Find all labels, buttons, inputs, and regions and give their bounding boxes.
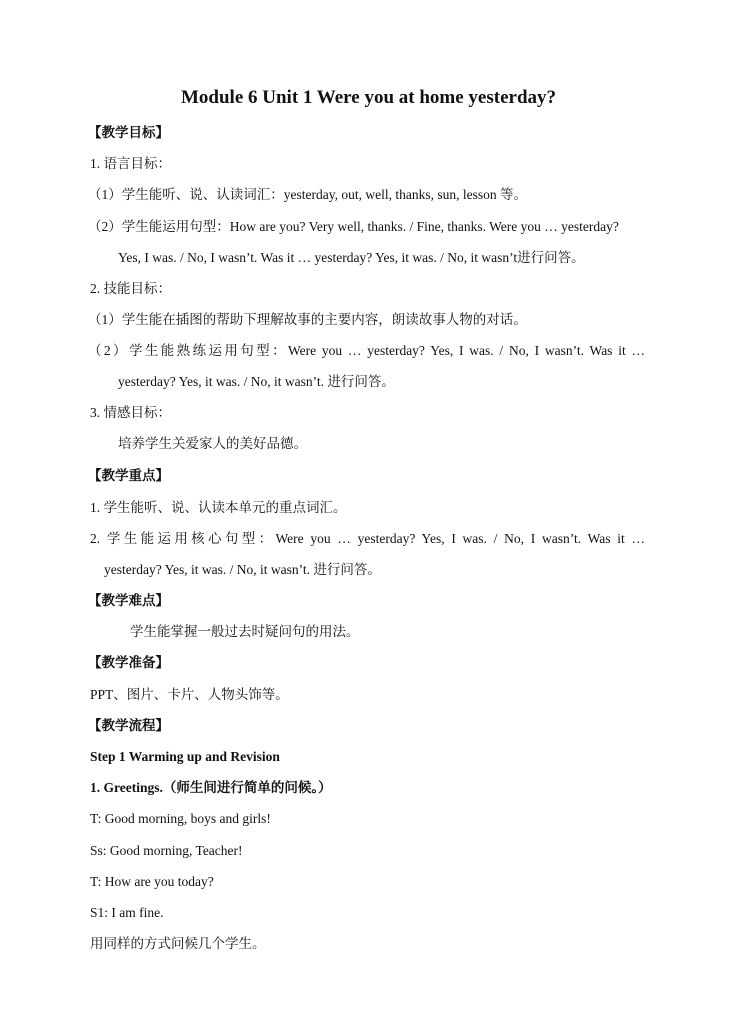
objective-language-item-2-cont: Yes, I was. / No, I wasn’t. Was it … yesterday? Yes, it was. / No, it wasn’t进行问答。 [118,250,585,265]
objective-skill-item-2: （2）学生能熟练运用句型：Were you … yesterday? Yes, I was. / No, I wasn’t. Was it … [88,343,645,358]
closing-note: 用同样的方式问候几个学生。 [90,936,266,951]
dialogue-line-2: Ss: Good morning, Teacher! [90,843,243,858]
greetings-title: 1. Greetings.（师生间进行简单的问候。） [90,780,332,795]
difficulty-item: 学生能掌握一般过去时疑问句的用法。 [130,624,360,639]
objective-skill-item-2-cont: yesterday? Yes, it was. / No, it wasn’t. 进行问答。 [118,374,395,389]
section-heading-procedure: 【教学流程】 [88,718,169,733]
section-heading-objectives: 【教学目标】 [88,125,169,140]
section-heading-preparation: 【教学准备】 [88,655,169,670]
section-heading-difficulties: 【教学难点】 [88,593,169,608]
dialogue-line-3: T: How are you today? [90,874,214,889]
key-point-1: 1. 学生能听、说、认读本单元的重点词汇。 [90,500,347,515]
objective-emotion-item: 培养学生关爱家人的美好品德。 [118,436,307,451]
objective-emotion-heading: 3. 情感目标： [90,405,171,420]
objective-language-heading: 1. 语言目标： [90,156,171,171]
dialogue-line-1: T: Good morning, boys and girls! [90,811,271,826]
key-point-2: 2. 学生能运用核心句型：Were you … yesterday? Yes, I was. / No, I wasn’t. Was it … [90,531,645,546]
step-1-title: Step 1 Warming up and Revision [90,749,280,764]
document-title: Module 6 Unit 1 Were you at home yesterday? [180,87,557,108]
preparation-item: PPT、图片、卡片、人物头饰等。 [90,687,289,702]
objective-skill-heading: 2. 技能目标： [90,281,171,296]
dialogue-line-4: S1: I am fine. [90,905,164,920]
objective-skill-item-1: （1）学生能在插图的帮助下理解故事的主要内容，朗读故事人物的对话。 [88,312,527,327]
key-point-2-cont: yesterday? Yes, it was. / No, it wasn’t. 进行问答。 [104,562,381,577]
objective-language-item-2: （2）学生能运用句型：How are you? Very well, thanks. / Fine, thanks. Were you … yesterday? [88,219,619,234]
section-heading-key-points: 【教学重点】 [88,468,169,483]
objective-language-item-1: （1）学生能听、说、认读词汇：yesterday, out, well, thanks, sun, lesson 等。 [88,187,527,202]
